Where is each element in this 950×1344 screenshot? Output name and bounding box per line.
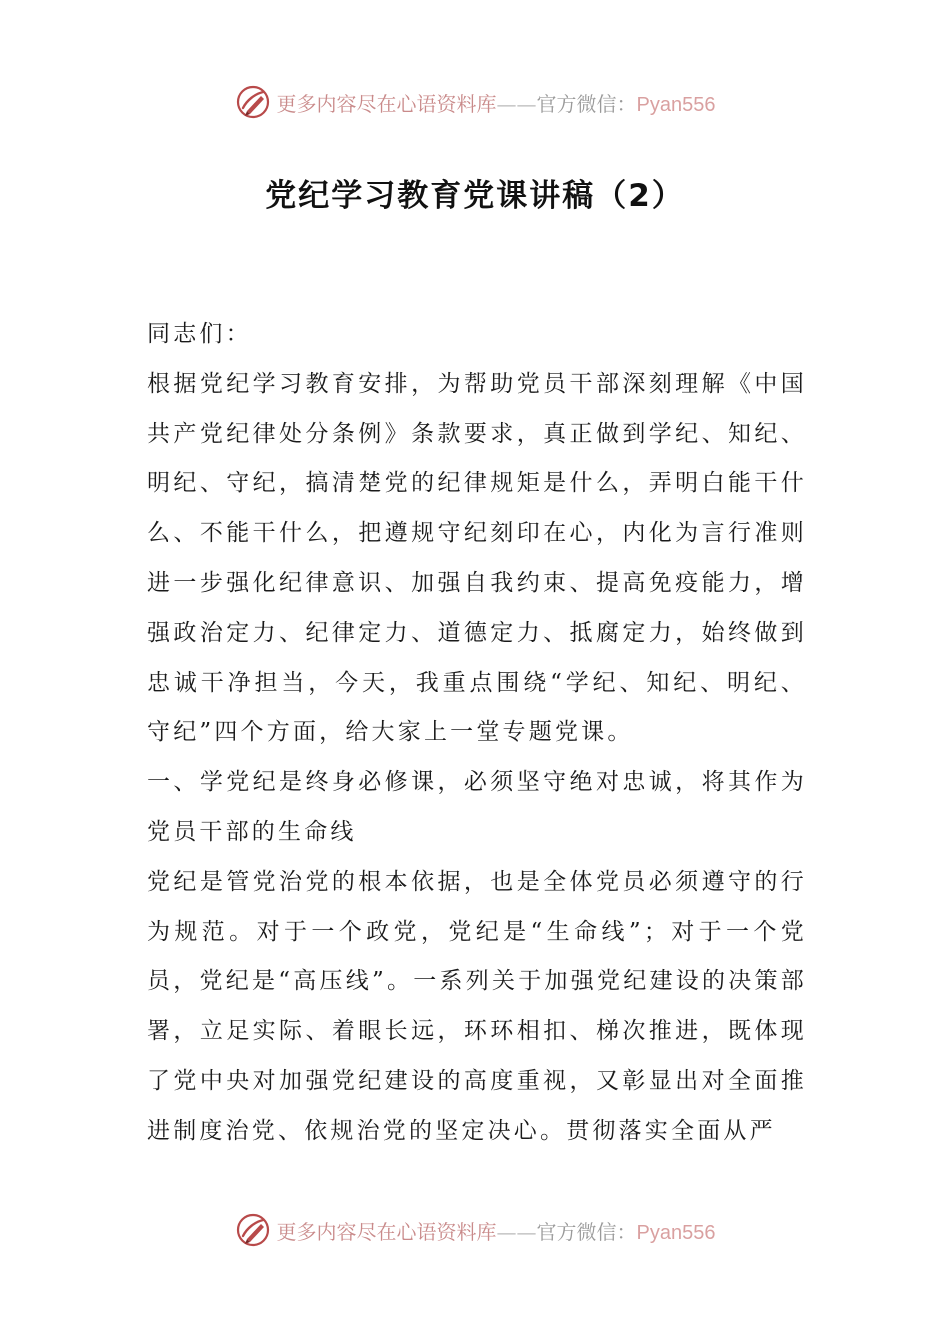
body-paragraph: 党纪是管党治党的根本依据，也是全体党员必须遵守的行为规范。对于一个政党，党纪是“生命线”；对于一个党员，党纪是“高压线”。一系列关于加强党纪建设的决策部署，立足实际、着眼长远，环环相扣、梯次推进，既体现了党中央对加强党纪建设的高度重视，又彰显出对全面推进制度治党、依规治党的坚定决心。贯彻落实全面从严 [147,868,807,1144]
banner-dash: —— [496,91,537,116]
banner-slogan: 更多内容尽在心语资料库 [276,91,497,116]
banner-wechat-id: Pyan556 [636,93,716,116]
banner-dash: —— [496,1219,537,1244]
banner-text [277,88,716,117]
salutation-paragraph: 同志们： [147,321,252,347]
banner-wechat-label: 官方微信： [536,91,637,116]
banner-wechat-label: 官方微信： [536,1219,637,1244]
intro-paragraph: 根据党纪学习教育安排，为帮助党员干部深刻理解《中国共产党纪律处分条例》条款要求，真正做到学纪、知纪、明纪、守纪，搞清楚党的纪律规矩是什么，弄明白能干什么、不能干什么，把遵规守纪刻印在心，内化为言行准则进一步强化纪律意识、加强自我约束、提高免疫能力，增强政治定力、纪律定力、道德定力、抵腐定力，始终做到忠诚干净担当，今天，我重点围绕“学纪、知纪、明纪、守纪”四个方面，给大家上一堂专题党课。 [147,370,807,746]
section-heading: 一、学党纪是终身必修课，必须坚守绝对忠诚，将其作为党员干部的生命线 [147,769,807,845]
pen-logo-icon [235,84,271,120]
banner-wechat-id: Pyan556 [636,1221,716,1244]
document-body [147,310,807,1157]
banner-slogan: 更多内容尽在心语资料库 [276,1219,497,1244]
header-banner [0,82,950,122]
banner-text [277,1216,716,1245]
document-title: 党纪学习教育党课讲稿（2） [265,178,685,214]
footer-banner [0,1210,950,1250]
pen-logo-icon [235,1212,271,1248]
